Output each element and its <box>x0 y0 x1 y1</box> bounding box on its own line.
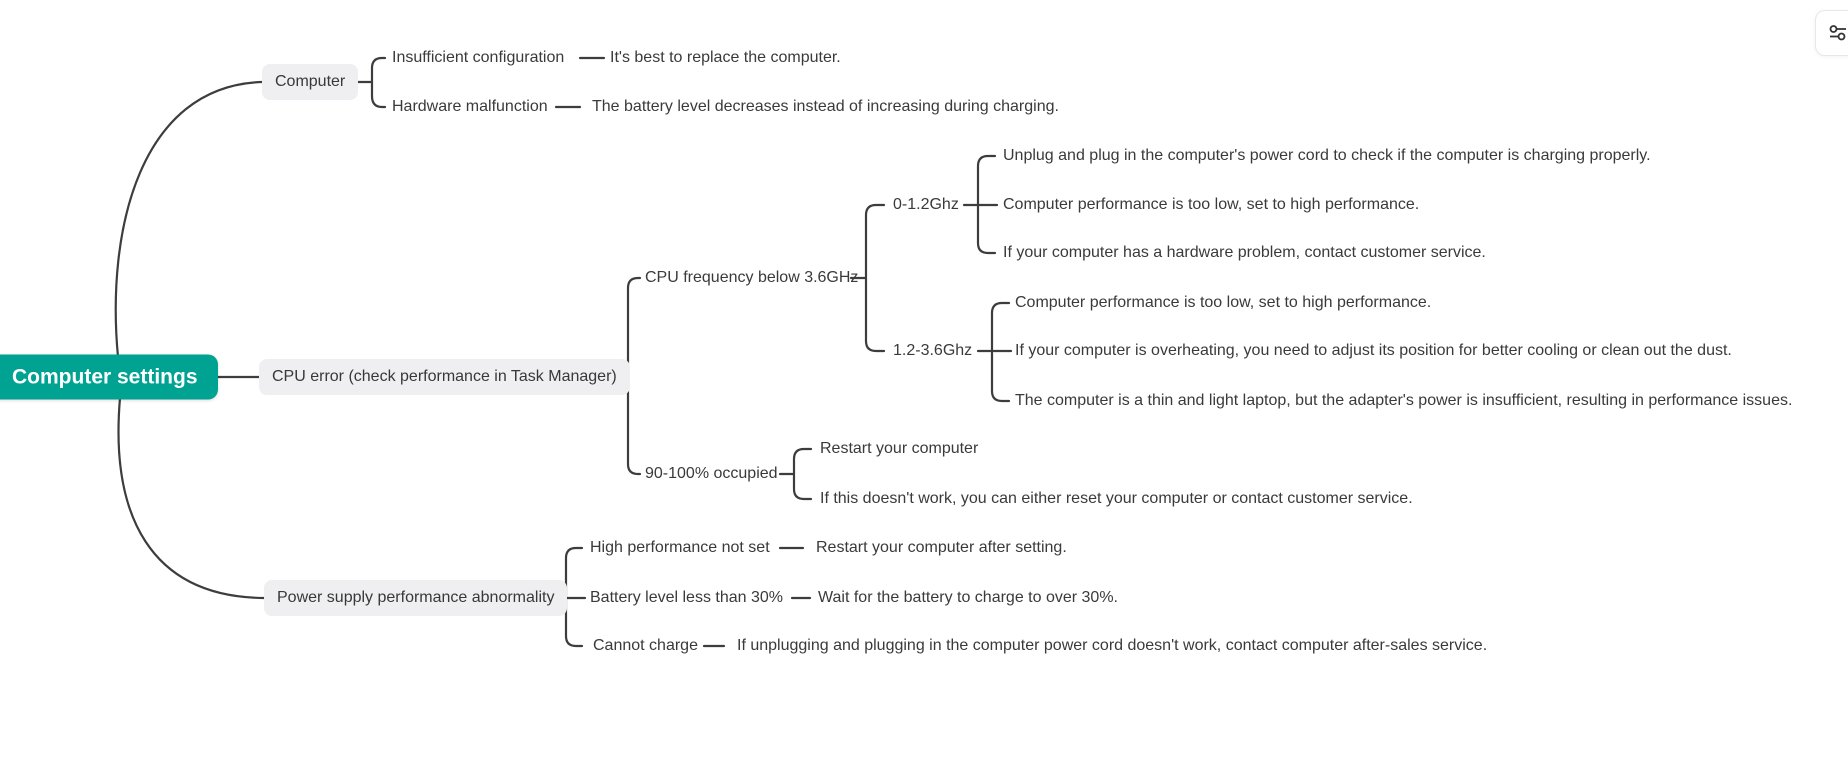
panel-toggle-button[interactable] <box>1815 10 1848 56</box>
advice-after-sales-service[interactable]: If unplugging and plugging in the computer power cord doesn't work, contact computer after-sales service. <box>737 637 1488 654</box>
subtopic-range-0-1-2ghz[interactable]: 0-1.2Ghz <box>893 196 959 213</box>
advice-overheating-cooling[interactable]: If your computer is overheating, you need to adjust its position for better cooling or clean out the dust. <box>1015 342 1732 359</box>
subtopic-cpu-frequency-below[interactable]: CPU frequency below 3.6GHz <box>645 269 859 286</box>
advice-replace-computer[interactable]: It's best to replace the computer. <box>610 49 841 66</box>
advice-hardware-problem-contact[interactable]: If your computer has a hardware problem, contact customer service. <box>1003 244 1486 261</box>
advice-restart-after-setting[interactable]: Restart your computer after setting. <box>816 539 1067 556</box>
advice-battery-decreases[interactable]: The battery level decreases instead of increasing during charging. <box>592 98 1059 115</box>
connector-range-low-bracket <box>964 156 997 253</box>
advice-set-high-performance-mid[interactable]: Computer performance is too low, set to high performance. <box>1015 294 1432 311</box>
subtopic-90-100-occupied[interactable]: 90-100% occupied <box>645 465 778 482</box>
advice-set-high-performance-low[interactable]: Computer performance is too low, set to high performance. <box>1003 196 1420 213</box>
topic-computer[interactable]: Computer <box>262 64 358 100</box>
advice-reset-or-contact[interactable]: If this doesn't work, you can either reset your computer or contact customer service. <box>820 490 1413 507</box>
subtopic-cannot-charge[interactable]: Cannot charge <box>593 637 698 654</box>
subtopic-range-1-2-3-6ghz[interactable]: 1.2-3.6Ghz <box>893 342 973 359</box>
subtopic-battery-less-30[interactable]: Battery level less than 30% <box>590 589 783 606</box>
connector-root-power-supply <box>119 398 264 598</box>
advice-unplug-power-cord[interactable]: Unplug and plug in the computer's power cord to check if the computer is charging properly. <box>1003 147 1651 164</box>
subtopic-insufficient-configuration[interactable]: Insufficient configuration <box>392 49 565 66</box>
connector-occupied-bracket <box>780 449 811 499</box>
topic-power-supply-abnormality[interactable]: Power supply performance abnormality <box>264 580 567 616</box>
connector-range-high-bracket <box>978 303 1011 401</box>
subtopic-high-performance-not-set[interactable]: High performance not set <box>590 539 770 556</box>
tune-sliders-icon <box>1829 24 1847 42</box>
advice-restart-computer[interactable]: Restart your computer <box>820 440 979 457</box>
root-node-computer-settings[interactable]: Computer settings <box>0 355 218 400</box>
connector-root-computer <box>116 82 262 357</box>
advice-wait-charge-over-30[interactable]: Wait for the battery to charge to over 30%. <box>818 589 1118 606</box>
advice-adapter-power-insufficient[interactable]: The computer is a thin and light laptop, but the adapter's power is insufficient, resulting in performance issues. <box>1015 392 1793 409</box>
subtopic-hardware-malfunction[interactable]: Hardware malfunction <box>392 98 548 115</box>
topic-cpu-error[interactable]: CPU error (check performance in Task Manager) <box>259 359 630 395</box>
